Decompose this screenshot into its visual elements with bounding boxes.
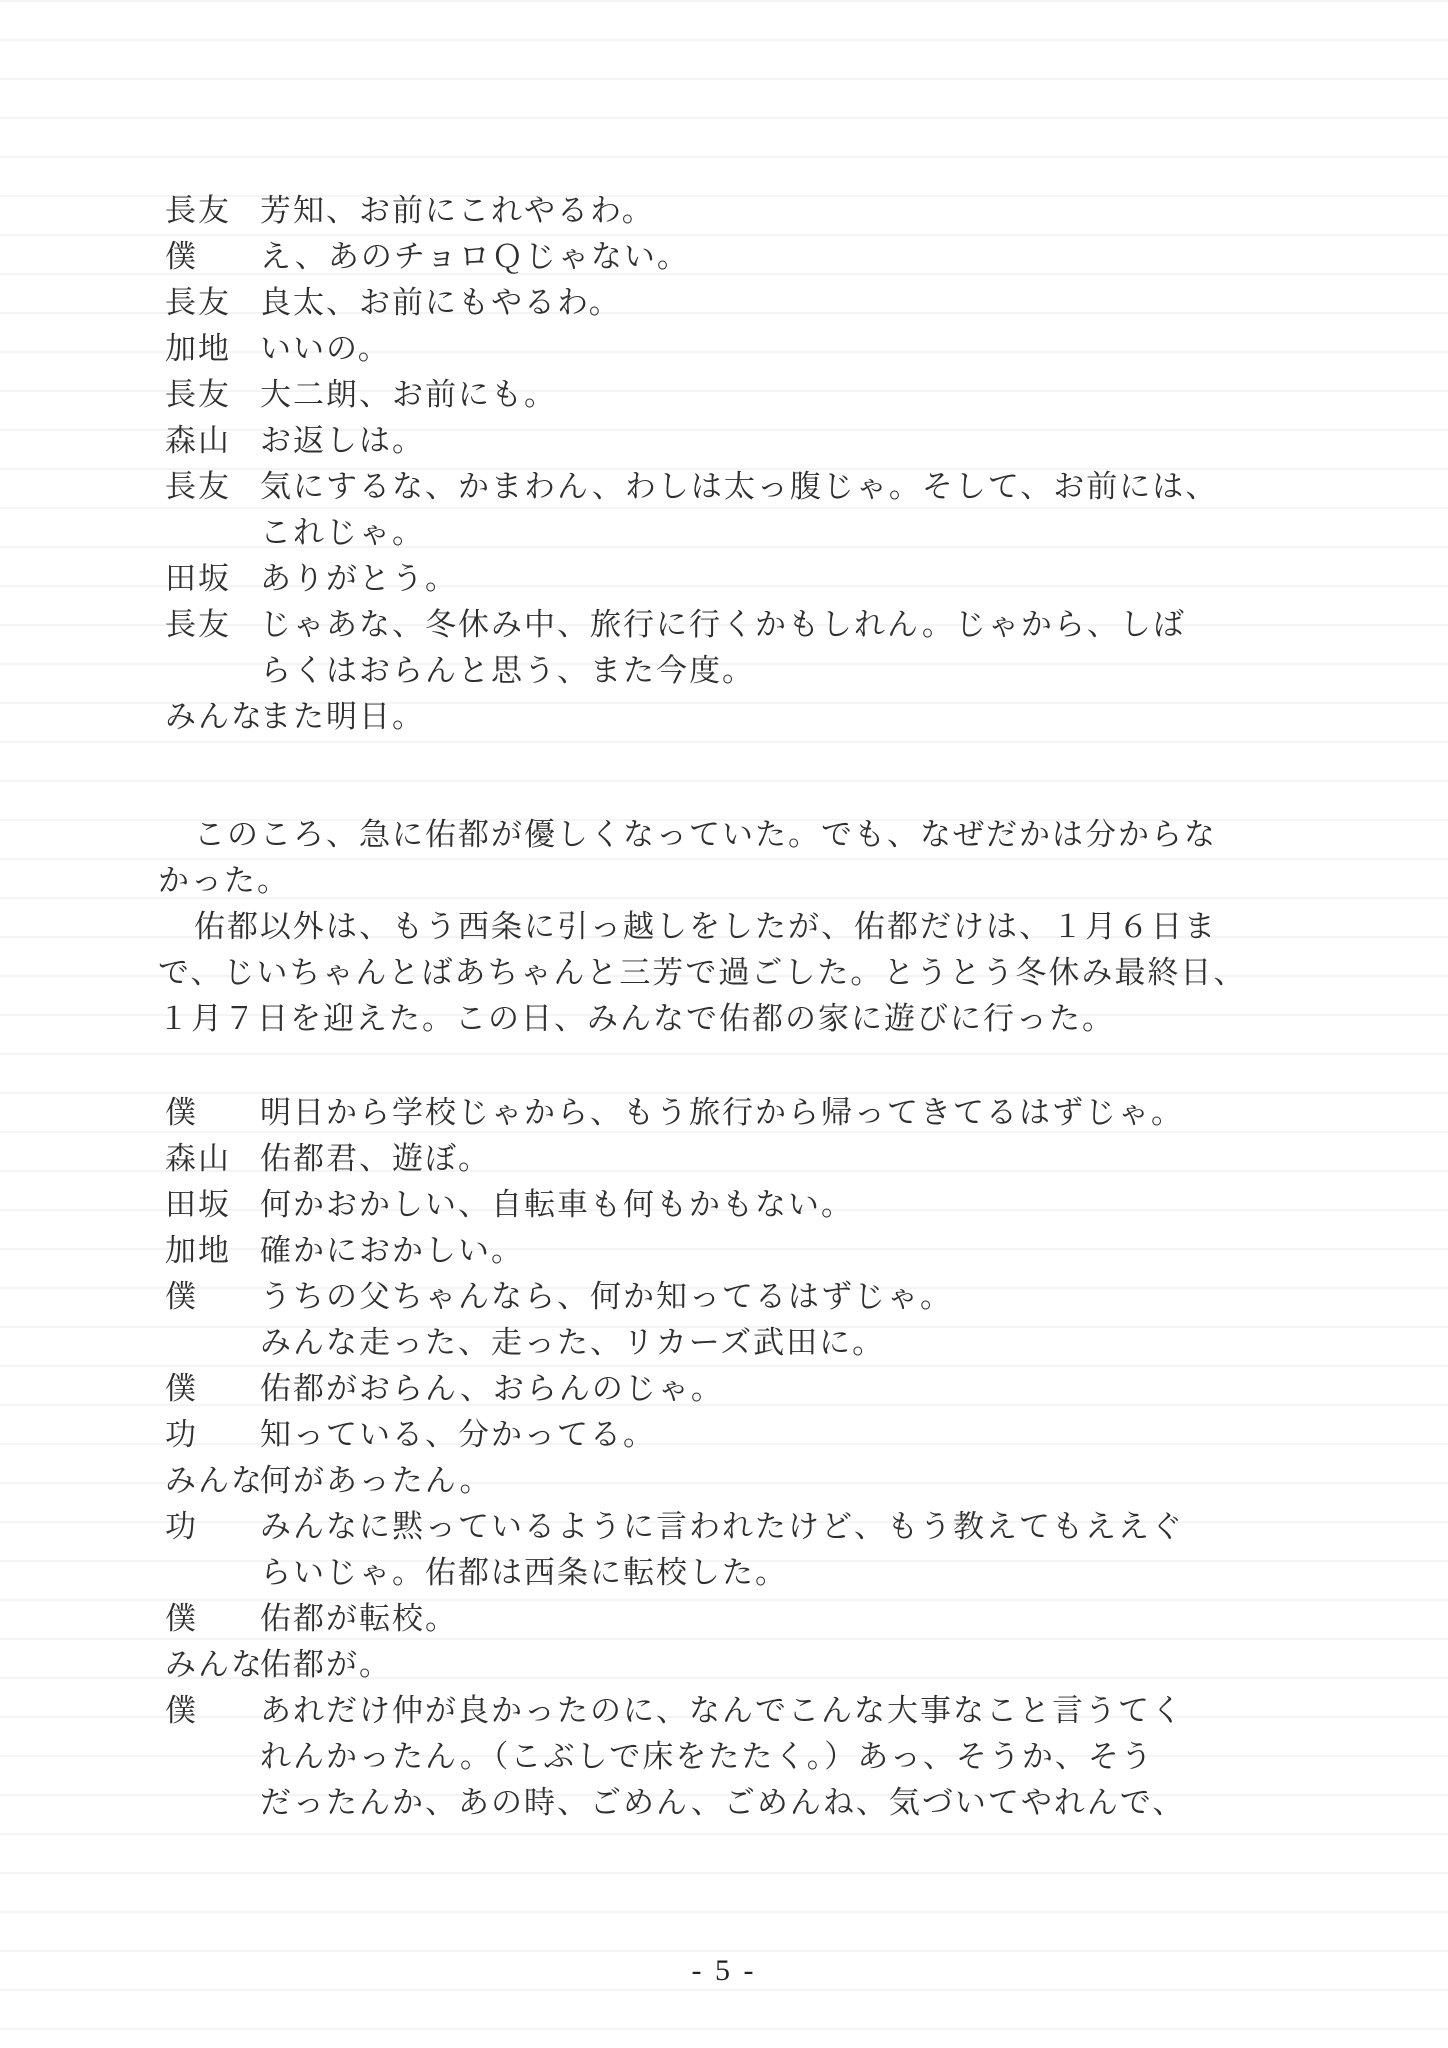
dialogue-line: また明日。	[260, 699, 425, 734]
dialogue-text	[260, 1228, 524, 1274]
narration-block	[158, 812, 1325, 1042]
dialogue-row	[165, 602, 1325, 694]
dialogue-line: うちの父ちゃんなら、何か知ってるはずじゃ。	[260, 1279, 953, 1314]
dialogue-row	[165, 372, 1325, 418]
narration-line: このころ、急に佑都が優しくなっていた。でも、なぜだかは分からな	[194, 817, 1217, 852]
dialogue-row	[165, 1136, 1325, 1182]
dialogue-line: 大二朗、お前にも。	[260, 377, 557, 412]
dialogue-line: らくはおらんと思う、また今度。	[260, 653, 755, 688]
speaker-label: 僕	[165, 239, 198, 274]
speaker-label: 僕	[165, 1693, 198, 1728]
dialogue-line: らいじゃ。佑都は西条に転校した。	[260, 1555, 788, 1590]
speaker-label: 森山	[165, 1141, 231, 1176]
dialogue-row	[165, 1320, 1325, 1366]
dialogue-row	[165, 188, 1325, 234]
speaker-label: 功	[165, 1509, 198, 1544]
dialogue-text	[260, 1366, 724, 1412]
dialogue-text	[260, 1412, 656, 1458]
dialogue-text	[260, 1688, 1185, 1826]
dialogue-line: ありがとう。	[260, 561, 458, 596]
dialogue-line: 何があったん。	[260, 1463, 493, 1498]
dialogue-text	[260, 372, 557, 418]
dialogue-text	[260, 188, 655, 234]
speaker-label: みんな	[165, 1463, 264, 1498]
narration-line: １月７日を迎えた。この日、みんなで佑都の家に遊びに行った。	[158, 1001, 1115, 1036]
dialogue-row	[165, 1642, 1325, 1688]
speaker-label: 長友	[165, 607, 231, 642]
dialogue-line: 知っている、分かってる。	[260, 1417, 656, 1452]
dialogue-row	[165, 1274, 1325, 1320]
dialogue-line: だったんか、あの時、ごめん、ごめんね、気づいてやれんで、	[260, 1785, 1186, 1820]
dialogue-line: これじゃ。	[260, 515, 425, 550]
page-number: - 5 -	[691, 1954, 757, 1987]
dialogue-text	[260, 280, 622, 326]
speaker-label: 長友	[165, 285, 231, 320]
dialogue-row	[165, 1688, 1325, 1826]
narration-paragraph	[158, 904, 1325, 1042]
speaker-label: 功	[165, 1417, 198, 1452]
dialogue-line: みんなに黙っているように言われたけど、もう教えてもええぐ	[260, 1509, 1184, 1544]
dialogue-row	[165, 280, 1325, 326]
dialogue-text	[260, 1274, 953, 1320]
dialogue-text	[260, 234, 690, 280]
dialogue-text	[260, 1320, 885, 1366]
dialogue-text	[260, 1642, 392, 1688]
dialogue-line: みんな走った、走った、リカーズ武田に。	[260, 1325, 886, 1360]
dialogue-row	[165, 1182, 1325, 1228]
dialogue-row	[165, 694, 1325, 740]
dialogue-row	[165, 234, 1325, 280]
speaker-label: 長友	[165, 193, 231, 228]
speaker-label: 加地	[165, 331, 231, 366]
dialogue-row	[165, 556, 1325, 602]
speaker-label: 森山	[165, 423, 231, 458]
speaker-label: 僕	[165, 1371, 198, 1406]
dialogue-line: 芳知、お前にこれやるわ。	[260, 193, 655, 228]
dialogue-text	[260, 1458, 493, 1504]
narration-paragraph	[158, 812, 1325, 904]
dialogue-line: れんかったん。（こぶしで床をたたく。）あっ、そうか、そう	[260, 1739, 1154, 1774]
speaker-label: 長友	[165, 377, 231, 412]
dialogue-row	[165, 326, 1325, 372]
dialogue-row	[165, 1596, 1325, 1642]
speaker-label: 田坂	[165, 561, 231, 596]
dialogue-row	[165, 1504, 1325, 1596]
speaker-label: 加地	[165, 1233, 231, 1268]
dialogue-line: 佑都が転校。	[260, 1601, 458, 1636]
dialogue-text	[260, 1090, 1184, 1136]
speaker-label: 僕	[165, 1601, 198, 1636]
dialogue-text	[260, 418, 425, 464]
dialogue-line: じゃあな、冬休み中、旅行に行くかもしれん。じゃから、しば	[260, 607, 1186, 642]
dialogue-line: 佑都がおらん、おらんのじゃ。	[260, 1371, 724, 1406]
dialogue-row	[165, 418, 1325, 464]
dialogue-text	[260, 326, 391, 372]
dialogue-block-1	[165, 188, 1325, 740]
page-content	[158, 188, 1325, 1826]
dialogue-line: え、あのチョロＱじゃない。	[260, 239, 690, 274]
speaker-label: みんな	[165, 1647, 264, 1682]
dialogue-row	[165, 1090, 1325, 1136]
dialogue-line: 気にするな、かまわん、わしは太っ腹じゃ。そして、お前には、	[260, 469, 1219, 504]
dialogue-text	[260, 464, 1218, 556]
dialogue-line: 良太、お前にもやるわ。	[260, 285, 622, 320]
speaker-label: 僕	[165, 1095, 198, 1130]
dialogue-line: 佑都が。	[260, 1647, 392, 1682]
dialogue-row	[165, 464, 1325, 556]
speaker-label: 長友	[165, 469, 231, 504]
dialogue-line: お返しは。	[260, 423, 425, 458]
dialogue-line: あれだけ仲が良かったのに、なんでこんな大事なこと言うてく	[260, 1693, 1184, 1728]
dialogue-line: 何かおかしい、自転車も何もかもない。	[260, 1187, 854, 1222]
dialogue-row	[165, 1458, 1325, 1504]
dialogue-block-2	[165, 1090, 1325, 1826]
speaker-label: 田坂	[165, 1187, 231, 1222]
dialogue-row	[165, 1366, 1325, 1412]
dialogue-text	[260, 1596, 458, 1642]
dialogue-line: 明日から学校じゃから、もう旅行から帰ってきてるはずじゃ。	[260, 1095, 1184, 1130]
dialogue-line: 確かにおかしい。	[260, 1233, 524, 1268]
dialogue-text	[260, 602, 1186, 694]
dialogue-row	[165, 1412, 1325, 1458]
narration-line: かった。	[158, 863, 290, 898]
dialogue-text	[260, 694, 425, 740]
dialogue-line: 佑都君、遊ぼ。	[260, 1141, 491, 1176]
dialogue-text	[260, 1504, 1184, 1596]
speaker-label: 僕	[165, 1279, 198, 1314]
dialogue-text	[260, 556, 458, 602]
dialogue-text	[260, 1136, 491, 1182]
narration-line: 佑都以外は、もう西条に引っ越しをしたが、佑都だけは、１月６日ま	[194, 909, 1217, 944]
narration-line: で、じいちゃんとばあちゃんと三芳で過ごした。とうとう冬休み最終日、	[158, 955, 1247, 990]
dialogue-line: いいの。	[260, 331, 391, 366]
speaker-label: みんな	[165, 699, 264, 734]
dialogue-text	[260, 1182, 854, 1228]
dialogue-row	[165, 1228, 1325, 1274]
